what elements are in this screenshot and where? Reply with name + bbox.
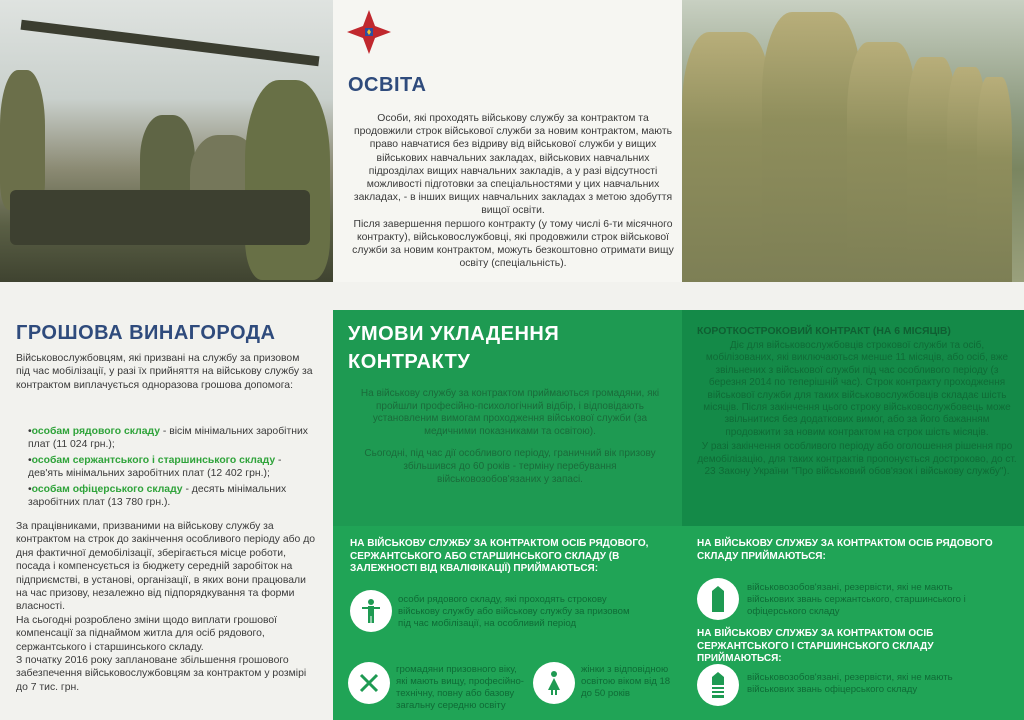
education-text [348, 112, 678, 270]
soldier-figure [0, 70, 45, 210]
money-body [16, 520, 316, 694]
section-a-heading: НА ВІЙСЬКОВУ СЛУЖБУ ЗА КОНТРАКТОМ ОСІБ РЯДОВОГО, СЕРЖАНТСЬКОГО АБО СТАРШИНСЬКОГО СКЛАДУ (В ЗАЛЕЖНОСТІ ВІД КВАЛІФІКАЦІЇ) ПРИЙМАЮТЬСЯ: [350, 538, 649, 575]
conditions-title: УМОВИ УКЛАДЕННЯ КОНТРАКТУ [348, 323, 560, 373]
shoulder-strap-icon [697, 578, 739, 620]
rank-amount: - десять мінімальних заробітних плат (13 780 грн.). [28, 483, 287, 509]
money-paragraph: За працівниками, призваними на військову службу за контрактом на строк до закінчення особливого періоду або до дня фактичної демобілізації, зберігається місце роботи, посада і компенсується із бюджету середній заробіток на підприємстві, в установі, організації, в яких вони працювали на час призову, незалежно від підпорядкування та форми власності. [16, 521, 316, 613]
conditions-text [350, 388, 670, 496]
conditions-paragraph: Сьогодні, під час дії особливого періоду, граничний вік призову збільшився до 60 років - терміну перебування військовозобов'язаних у запасі. [364, 448, 656, 485]
rank-amount: - вісім мінімальних заробітних плат (11 024 грн.); [28, 426, 308, 451]
gun-barrel [21, 20, 320, 66]
list-item: •особам офіцерського складу - десять мінімальних заробітних плат (13 780 грн.). [28, 483, 287, 509]
section-c-heading: НА ВІЙСЬКОВУ СЛУЖБУ ЗА КОНТРАКТОМ ОСІБ СЕРЖАНТСЬКОГО І СТАРШИНСЬКОГО СКЛАДУ ПРИЙМАЮТЬСЯ: [697, 628, 934, 665]
soldier-icon [350, 590, 392, 632]
section-c-item: військовозобов'язані, резервісти, які не мають військових звань офіцерського складу [747, 672, 953, 695]
short-contract-paragraph: Діє для військовослужбовців строкової служби та осіб, мобілізованих, які виключаються менше 11 місяців, або осіб, вже звільнених з військової служби під час особливого періоду (з березня 2014 по теперішній час). Строк контракту проходження військової служби для таких військовослужбовців складає шість місяців. Після закінчення цього строку військовослужбовець може звільнитися без додаткових вимог, або за його бажанням продовжити за новим контрактом на строк шість місяців. [703, 340, 1011, 438]
money-paragraph: На сьогодні розроблено зміни щодо виплати грошової компенсації за піднаймом житла для осіб рядового, сержантського і старшинського складу. [16, 614, 278, 653]
sergeant-stripes-icon [697, 664, 739, 706]
soldier-figure [245, 80, 330, 280]
soldier-figure [682, 32, 772, 282]
education-title: ОСВІТА [348, 74, 427, 96]
soldier-figure [977, 77, 1012, 282]
education-paragraph: Після завершення першого контракту (у тому числі 6-ти місячного контракту), військовослужбовці, які продовжили строк військової служби за новим контрактом, можуть безкоштовно отримати вищу освіту (спеціальність). [352, 218, 674, 270]
short-contract-title: КОРОТКОСТРОКОВИЙ КОНТРАКТ (НА 6 МІСЯЦІВ) [697, 326, 951, 337]
section-b-item: військовозобов'язані, резервісти, які не мають військових звань сержантського, старшинського і офіцерського складу [747, 582, 966, 617]
money-list [28, 425, 318, 511]
rank-label: особам сержантського і старшинського складу [31, 454, 276, 466]
tools-icon [348, 662, 390, 704]
rank-amount: - дев'ять мінімальних заробітних плат (12 402 грн.); [28, 454, 282, 480]
conditions-paragraph: На військову службу за контрактом приймаються громадяни, які пройшли професійно-психологічний відбір, і відповідають установленим вимогам проходження військової служби (за медичними показниками та освітою). [360, 388, 660, 437]
artillery-gun [10, 190, 310, 245]
emblem-cross-icon [345, 8, 393, 56]
money-title: ГРОШОВА ВИНАГОРОДА [16, 322, 276, 344]
section-a-item-1: особи рядового складу, які проходять строкову військову службу або військову службу за призовом під час мобілізації, на особливий період [398, 594, 630, 629]
short-contract-text [697, 340, 1017, 480]
money-paragraph: З початку 2016 року заплановане збільшення грошового забезпечення військовослужбовцям за контрактом у розмірі до 7 тис. грн. [16, 655, 307, 693]
section-b-heading: НА ВІЙСЬКОВУ СЛУЖБУ ЗА КОНТРАКТОМ ОСІБ РЯДОВОГО СКЛАДУ ПРИЙМАЮТЬСЯ: [697, 538, 993, 562]
woman-icon [533, 662, 575, 704]
short-contract-paragraph: У разі закінчення особливого періоду або оголошення рішення про демобілізацію, для таких контрактів пропонується достроково, до ст. 23 Закону України "Про військовий обов'язок і військову службу"). [697, 441, 1017, 478]
section-a-item-2: громадяни призовного віку, які мають вищу, професійно-технічну, повну або базову загальну середню освіту [396, 664, 524, 711]
rank-label: особам офіцерського складу [31, 483, 183, 495]
list-item: •особам рядового складу - вісім мінімальних заробітних плат (11 024 грн.); [28, 426, 308, 451]
photo-artillery-crew [0, 0, 333, 282]
rank-label: особам рядового складу [31, 426, 160, 437]
section-a-item-3: жінки з відповідною освітою віком від 18 до 50 років [581, 664, 671, 699]
photo-soldiers-formation [682, 0, 1024, 282]
education-paragraph: Особи, які проходять військову службу за контрактом та продовжили строк військової служби за новим контрактом, мають право навчатися без відриву від військової служби у вищих військових навчальних закладах, військових навчальних підрозділах вищих навчальних закладів, а у разі відсутності можливості підготовки за спеціальностями у цих навчальних закладах, - в інших вищих навчальних закладах з метою здобуття вищої освіти. [353, 113, 673, 217]
money-intro: Військовослужбовцям, які призвані на службу за призовом під час мобілізації, у разі їх прийняття на військову службу за контрактом виплачується одноразова грошова допомога: [16, 353, 313, 391]
list-item: •особам сержантського і старшинського складу - дев'ять мінімальних заробітних плат (12 402 грн.); [28, 454, 282, 480]
